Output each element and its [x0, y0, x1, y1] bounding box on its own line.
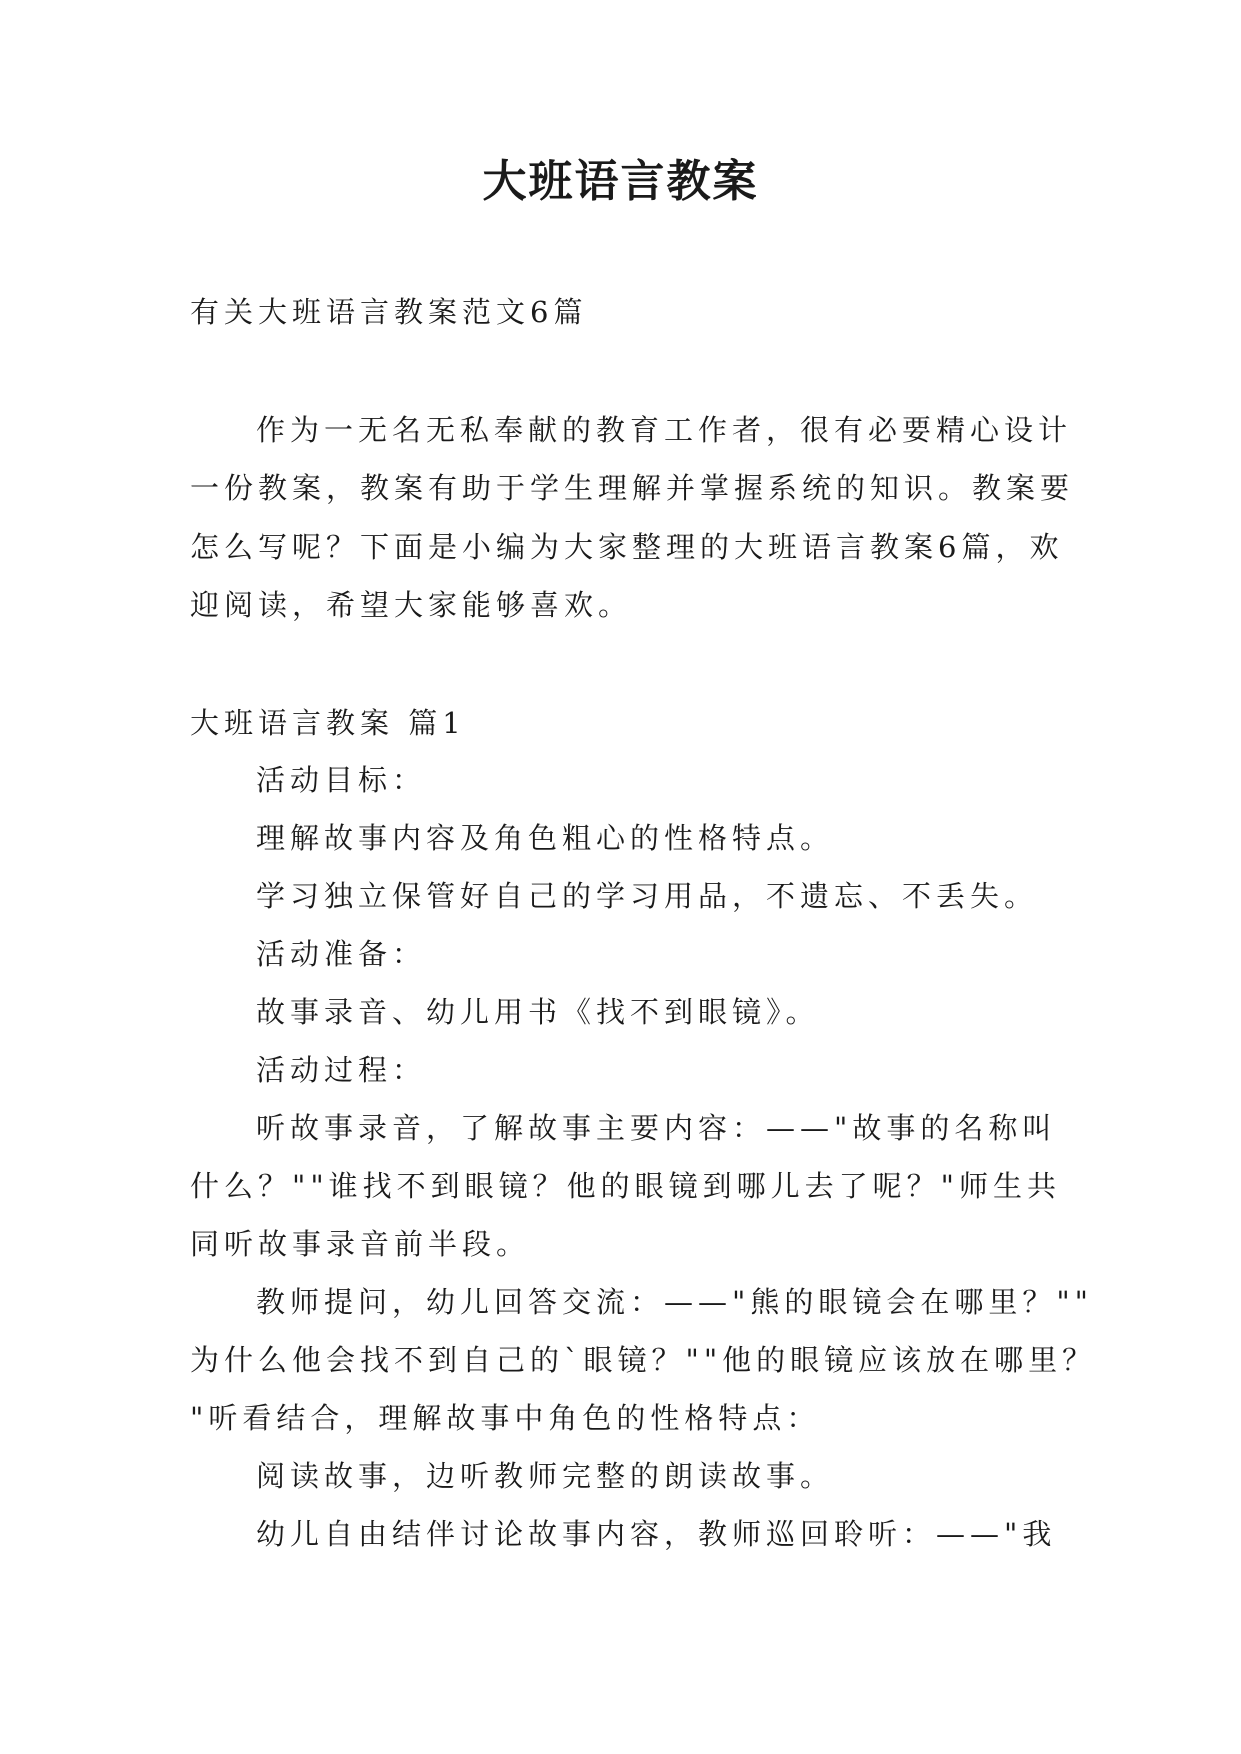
intro-line: 怎么写呢？下面是小编为大家整理的大班语言教案6篇，欢: [190, 530, 1064, 564]
body-line: 同听故事录音前半段。: [190, 1227, 531, 1261]
body-line: 阅读故事，边听教师完整的朗读故事。: [256, 1459, 835, 1493]
body-line: 活动目标：: [256, 763, 427, 797]
section-heading: 大班语言教案 篇1: [190, 706, 466, 740]
body-line: 故事录音、幼儿用书《找不到眼镜》。: [256, 995, 820, 1029]
intro-line: 迎阅读，希望大家能够喜欢。: [190, 588, 633, 622]
body-line: 理解故事内容及角色粗心的性格特点。: [256, 821, 835, 855]
body-line: 活动过程：: [256, 1053, 427, 1087]
body-line: 为什么他会找不到自己的`眼镜？""他的眼镜应该放在哪里？: [190, 1343, 1097, 1377]
body-line: 学习独立保管好自己的学习用品，不遗忘、不丢失。: [256, 879, 1039, 913]
document-subtitle: 有关大班语言教案范文6篇: [190, 295, 588, 329]
intro-line: 作为一无名无私奉献的教育工作者，很有必要精心设计: [256, 413, 1073, 447]
body-line: 活动准备：: [256, 937, 427, 971]
body-line: "听看结合，理解故事中角色的性格特点：: [190, 1401, 821, 1435]
body-line: 听故事录音，了解故事主要内容：——"故事的名称叫: [256, 1111, 1057, 1145]
body-line: 什么？""谁找不到眼镜？他的眼镜到哪儿去了呢？"师生共: [190, 1169, 1062, 1203]
intro-line: 一份教案，教案有助于学生理解并掌握系统的知识。教案要: [190, 471, 1075, 505]
body-line: 教师提问，幼儿回答交流：——"熊的眼镜会在哪里？"": [256, 1285, 1094, 1319]
body-line: 幼儿自由结伴讨论故事内容，教师巡回聆听：——"我: [256, 1517, 1057, 1551]
document-title: 大班语言教案: [482, 156, 759, 207]
